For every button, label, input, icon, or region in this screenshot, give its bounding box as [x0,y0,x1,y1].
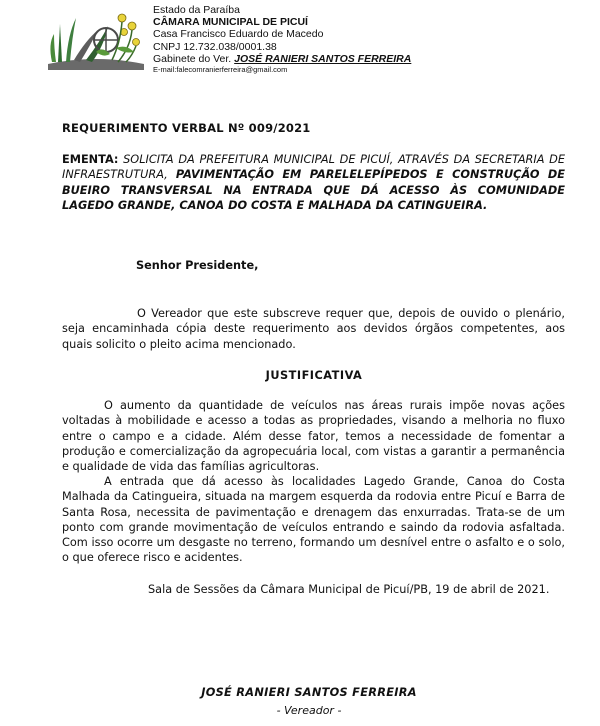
office-name: JOSÉ RANIERI SANTOS FERREIRA [234,52,412,65]
ementa-label: EMENTA: [62,153,119,166]
cnpj-line: CNPJ 12.732.038/0001.38 [153,40,277,53]
ementa-emphasis: PAVIMENTAÇÃO EM PARELELEPÍPEDOS E CONSTRUÇÃO DE BUEIRO TRANSVERSAL NA ENTRADA QUE DÁ ACESSO ÀS COMUNIDADE LAGEDO GRANDE, CANOA DO COSTA E MALHADA DA CATINGUEIRA. [62,168,565,212]
ementa-text: SOLICITA DA PREFEITURA MUNICIPAL DE PICUÍ, ATRAVÉS DA SECRETARIA DE INFRAESTRUTURA, [62,153,565,182]
council-line: CÂMARA MUNICIPAL DE PICUÍ [153,16,308,29]
state-line: Estado da Paraíba [153,4,240,16]
justification-paragraph-1: O aumento da quantidade de veículos nas áreas rurais impõe novas ações voltadas à mobilidade e acesso a todas as propriedades, visando a melhoria no fluxo entre o campo e a cidade. Além desse fator, temos a necessidade de fomentar a produção e comercialização da agropecuária local, com vistas a garantir a permanência e qualidade de vida das famílias agricultoras. [62,399,565,474]
house-line: Casa Francisco Eduardo de Macedo [153,28,324,41]
document-title: REQUERIMENTO VERBAL Nº 009/2021 [62,121,311,135]
signature-role: - Vereador - [276,704,342,717]
greeting: Senhor Presidente, [136,259,259,272]
office-prefix: Gabinete do Ver. [153,52,235,65]
letterhead [40,2,580,82]
request-paragraph: O Vereador que este subscreve requer que, depois de ouvido o plenário, seja encaminhada cópia deste requerimento aos devidos órgãos competentes, aos quais solicito o pleito acima mencionado. [62,307,565,351]
justification-heading: JUSTIFICATIVA [265,369,363,382]
email-line: E-mail:falecomranierferreira@gmail.com [153,65,288,75]
office-line [153,53,411,65]
closing-line: Sala de Sessões da Câmara Municipal de Picuí/PB, 19 de abril de 2021. [148,583,550,596]
signature-name: JOSÉ RANIERI SANTOS FERREIRA [201,686,417,699]
coat-of-arms-logo [46,4,146,72]
ementa-block [62,152,565,213]
letterhead-text [153,4,411,75]
justification-paragraph-2: A entrada que dá acesso às localidades Lagedo Grande, Canoa do Costa Malhada da Catingueira, situada na margem esquerda da rodovia entre Picuí e Barra de Santa Rosa, necessita de pavimentação e drenagem das enxurradas. Trata-se de um ponto com grande movimentação de veículos entrando e saindo da rodovia asfaltada. Com isso ocorre um desgaste no terreno, formando um desnível entre o asfalto e o solo, o que oferece risco e acidentes. [62,475,565,565]
